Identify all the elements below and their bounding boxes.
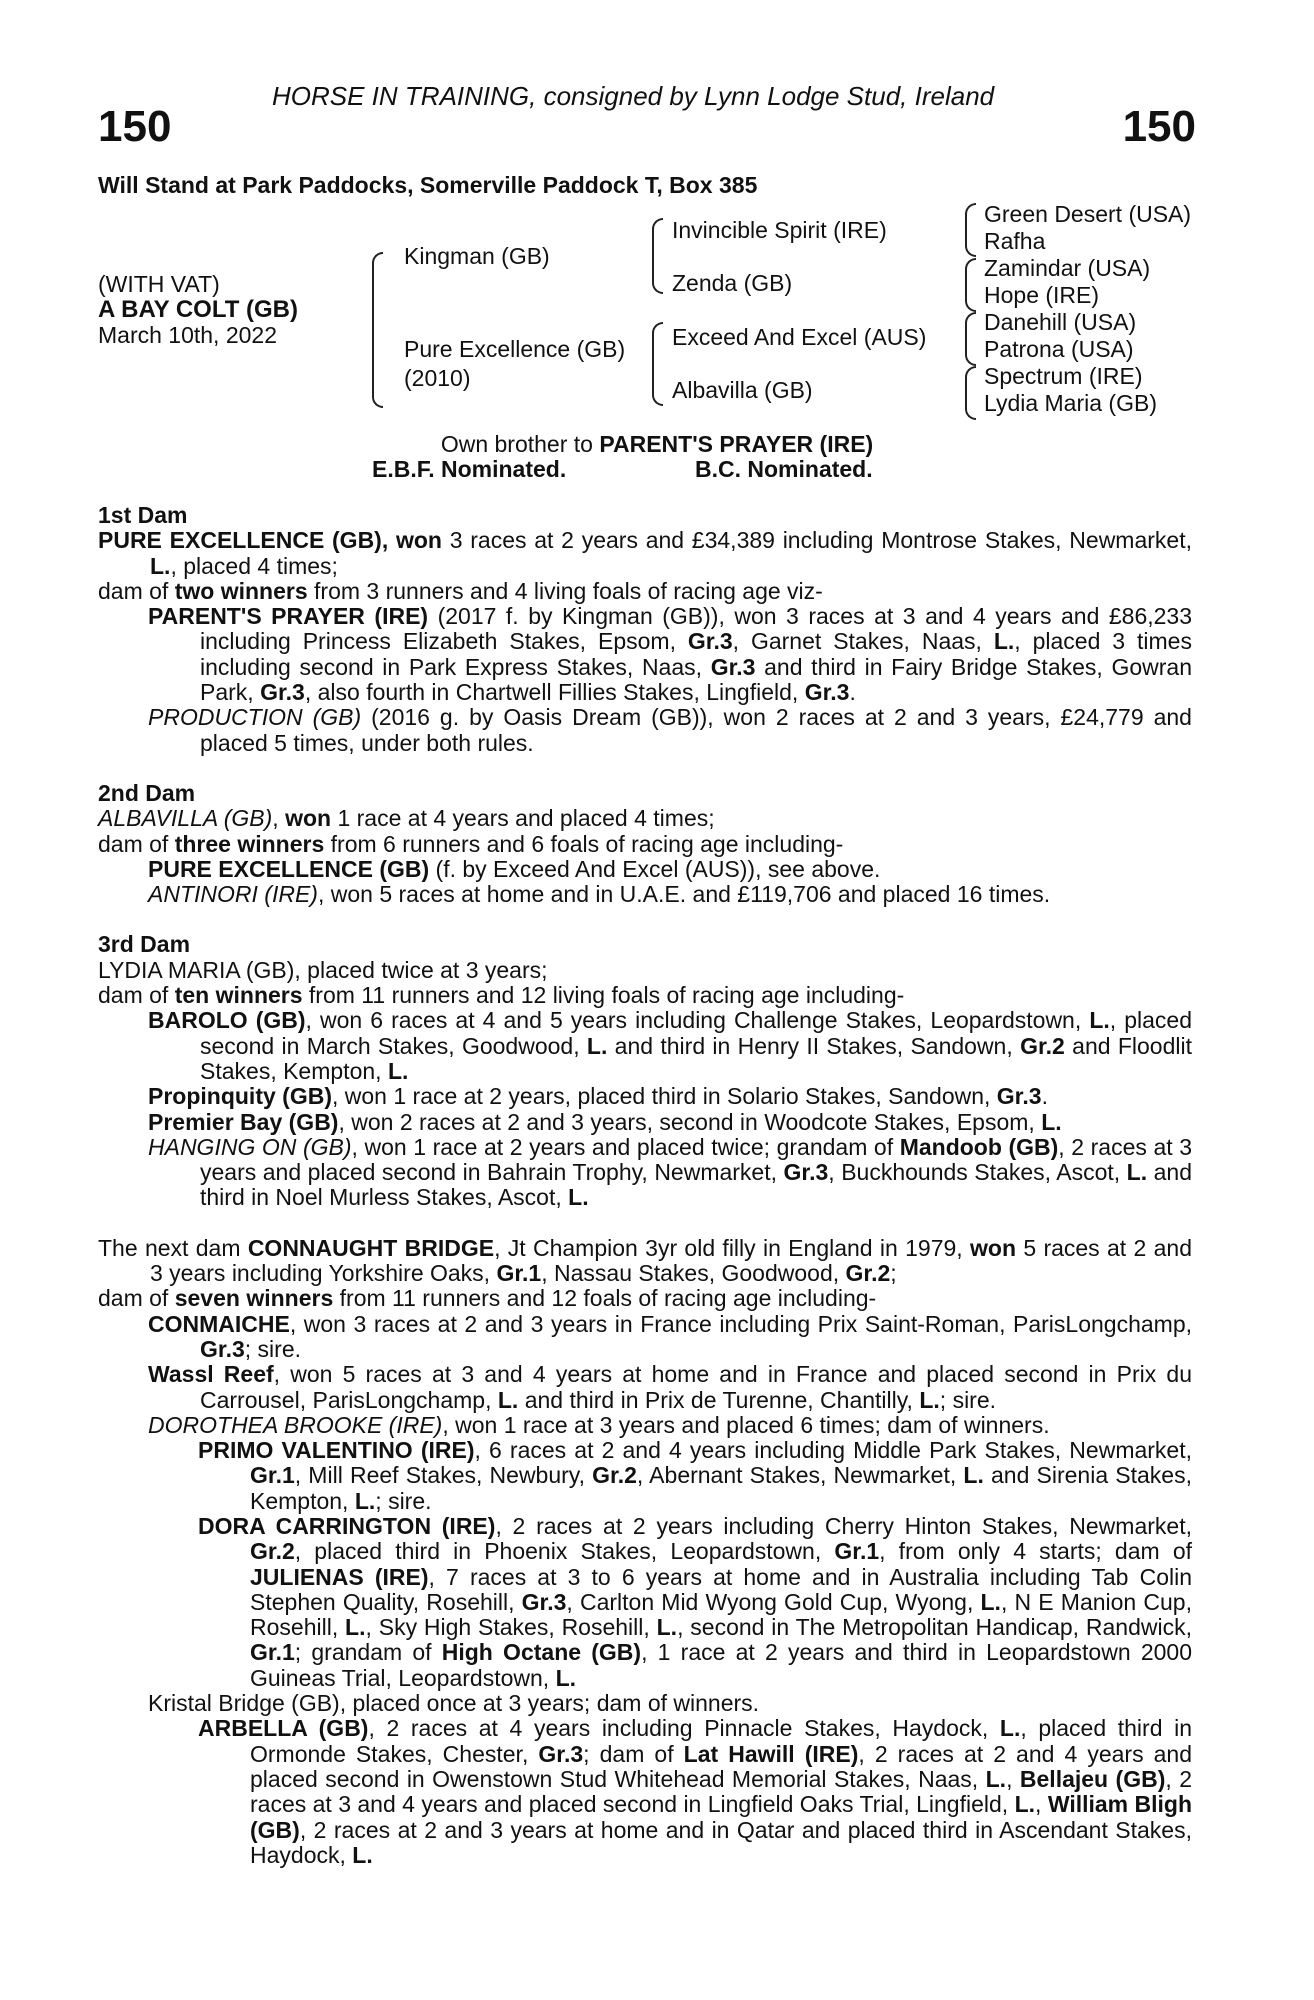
antinori-entry: ANTINORI (IRE), won 5 races at home and in U.A.E. and £119,706 and placed 16 times.	[148, 881, 1051, 908]
wassl-reef-entry: Wassl Reef, won 5 races at 3 and 4 years at home and in France and placed second in Prix du Carrousel, ParisLongchamp, L. and third in Prix de Turenne, Chantilly, L.; sire.	[148, 1361, 1192, 1413]
consignment-header: HORSE IN TRAINING, consigned by Lynn Lodge Stud, Ireland	[272, 81, 995, 111]
ebf-note: E.B.F. Nominated.	[372, 456, 567, 482]
dora-carrington-entry: DORA CARRINGTON (IRE), 2 races at 2 years including Cherry Hinton Stakes, Newmarket, Gr.2, placed third in Phoenix Stakes, Leopardstown, Gr.1, from only 4 starts; dam of JULIENAS (IRE), 7 races at 3 to 6 years at home and in Australia including Tab Colin Stephen Quality, Rosehill, Gr.3, Carlton Mid Wyong Gold Cup, Wyong, L., N E Manion Cup, Rosehill, L., Sky High Stakes, Rosehill, L., second in The Metropolitan Handicap, Randwick, Gr.1; grandam of High Octane (GB), 1 race at 2 years and third in Leopardstown 2000 Guineas Trial, Leopardstown, L.	[198, 1512, 1192, 1691]
dam: Pure Excellence (GB)	[404, 336, 626, 362]
sire: Kingman (GB)	[404, 243, 550, 269]
third-dam-summary: dam of ten winners from 11 runners and 12 living foals of racing age including-	[98, 982, 905, 1009]
ancestor-5: Danehill (USA)	[984, 309, 1137, 335]
ancestor-3: Zamindar (USA)	[984, 255, 1151, 281]
ancestor-6: Patrona (USA)	[984, 336, 1134, 362]
sire-dam: Zenda (GB)	[672, 270, 793, 296]
own-brother-note	[0, 432, 1314, 457]
lot-number-right: 150	[1122, 102, 1196, 151]
foaling-date: March 10th, 2022	[98, 322, 278, 348]
ancestor-8: Lydia Maria (GB)	[984, 390, 1157, 416]
first-dam-entry: PURE EXCELLENCE (GB), won 3 races at 2 years and £34,389 including Montrose Stakes, Newmarket, L., placed 4 times;	[98, 527, 1192, 579]
own-brother-name: PARENT'S PRAYER (IRE)	[599, 431, 874, 457]
next-dam-summary: dam of seven winners from 11 runners and 12 foals of racing age including-	[98, 1285, 877, 1312]
propinquity-entry: Propinquity (GB), won 1 race at 2 years, placed third in Solario Stakes, Sandown, Gr.3.	[148, 1083, 1048, 1110]
brace-g2	[965, 258, 976, 312]
hanging-on-entry: HANGING ON (GB), won 1 race at 2 years and placed twice; grandam of Mandoob (GB), 2 races at 3 years and placed second in Bahrain Trophy, Newmarket, Gr.3, Buckhounds Stakes, Ascot, L. and third in Noel Murless Stakes, Ascot, L.	[148, 1133, 1193, 1211]
brace-sire	[652, 218, 663, 294]
dam-year: (2010)	[404, 365, 471, 391]
vat-note: (WITH VAT)	[98, 271, 220, 297]
arbella-entry: ARBELLA (GB), 2 races at 4 years including Pinnacle Stakes, Haydock, L., placed third in Ormonde Stakes, Chester, Gr.3; dam of Lat Hawill (IRE), 2 races at 2 and 4 years and placed second in Owenstown Stud Whitehead Memorial Stakes, Naas, L., Bellajeu (GB), 2 races at 3 and 4 years and placed second in Lingfield Oaks Trial, Lingfield, L., William Bligh (GB), 2 races at 2 and 3 years at home and in Qatar and placed third in Ascendant Stakes, Haydock, L.	[198, 1715, 1193, 1868]
ancestor-7: Spectrum (IRE)	[984, 363, 1143, 389]
ancestor-4: Hope (IRE)	[984, 282, 1100, 308]
next-dam-entry: The next dam CONNAUGHT BRIDGE, Jt Champion 3yr old filly in England in 1979, won 5 races at 2 and 3 years including Yorkshire Oaks, Gr.1, Nassau Stakes, Goodwood, Gr.2;	[98, 1234, 1192, 1287]
dam-dam: Albavilla (GB)	[672, 377, 813, 403]
lot-number-left: 150	[98, 102, 172, 151]
second-dam-summary: dam of three winners from 6 runners and 6 foals of racing age including-	[98, 830, 844, 857]
barolo-entry: BAROLO (GB), won 6 races at 4 and 5 years including Challenge Stakes, Leopardstown, L., placed second in March Stakes, Goodwood, L. and third in Henry II Stakes, Sandown, Gr.2 and Floodlit Stakes, Kempton, L.	[148, 1007, 1192, 1084]
first-dam-title: 1st Dam	[98, 502, 188, 528]
pure-excellence-entry: PURE EXCELLENCE (GB) (f. by Exceed And Excel (AUS)), see above.	[148, 855, 881, 882]
conmaiche-entry: CONMAICHE, won 3 races at 2 and 3 years in France including Prix Saint-Roman, ParisLongchamp, Gr.3; sire.	[148, 1310, 1192, 1362]
brace-g3	[965, 312, 976, 366]
second-dam-title: 2nd Dam	[98, 779, 196, 806]
own-brother-prefix: Own brother to	[440, 431, 600, 457]
catalogue-body	[98, 503, 1192, 1868]
dam-sire: Exceed And Excel (AUS)	[672, 324, 927, 350]
parents-prayer-entry: PARENT'S PRAYER (IRE) (2017 f. by Kingman (GB)), won 3 races at 3 and 4 years and £86,233 including Princess Elizabeth Stakes, Epsom, Gr.3, Garnet Stakes, Naas, L., placed 3 times including second in Park Express Stakes, Naas, Gr.3 and third in Fairy Bridge Stakes, Gowran Park, Gr.3, also fourth in Chartwell Fillies Stakes, Lingfield, Gr.3.	[148, 603, 1193, 706]
premier-bay-entry: Premier Bay (GB), won 2 races at 2 and 3 years, second in Woodcote Stakes, Epsom, L.	[148, 1108, 1062, 1135]
bc-note: B.C. Nominated.	[695, 456, 873, 482]
kristal-bridge-entry: Kristal Bridge (GB), placed once at 3 years; dam of winners.	[148, 1690, 760, 1717]
stand-location: Will Stand at Park Paddocks, Somerville Paddock T, Box 385	[98, 172, 758, 198]
third-dam-entry: LYDIA MARIA (GB), placed twice at 3 years;	[98, 956, 548, 983]
ancestor-2: Rafha	[984, 228, 1046, 254]
brace-main	[372, 252, 383, 408]
production-entry: PRODUCTION (GB) (2016 g. by Oasis Dream (GB)), won 2 races at 2 and 3 years, £24,779 and placed 5 times, under both rules.	[148, 704, 1192, 756]
primo-valentino-entry: PRIMO VALENTINO (IRE), 6 races at 2 and 4 years including Middle Park Stakes, Newmarket, Gr.1, Mill Reef Stakes, Newbury, Gr.2, Abernant Stakes, Newmarket, L. and Sirenia Stakes, Kempton, L.; sire.	[198, 1437, 1192, 1514]
third-dam-title: 3rd Dam	[98, 931, 191, 958]
brace-g1	[965, 203, 976, 257]
sire-sire: Invincible Spirit (IRE)	[672, 217, 887, 243]
ancestor-1: Green Desert (USA)	[984, 201, 1192, 227]
second-dam-entry: ALBAVILLA (GB), won 1 race at 4 years and placed 4 times;	[98, 805, 715, 832]
first-dam-summary: dam of two winners from 3 runners and 4 living foals of racing age viz-	[98, 577, 823, 604]
brace-g4	[965, 366, 976, 420]
horse-name: A BAY COLT (GB)	[98, 296, 299, 323]
dorothea-brooke-entry: DOROTHEA BROOKE (IRE), won 1 race at 3 years and placed 6 times; dam of winners.	[148, 1411, 1050, 1438]
brace-dam	[652, 322, 663, 406]
